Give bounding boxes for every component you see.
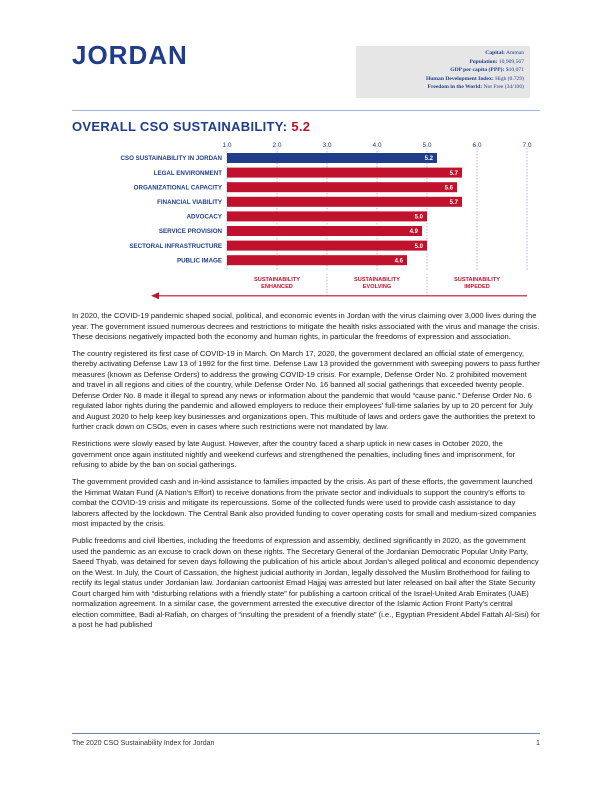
tick-label: 3.0	[322, 142, 332, 149]
category-label: ADVOCACY	[186, 213, 222, 221]
fact-hdi: Human Development Index: High (0.729)	[425, 75, 524, 82]
section-title: OVERALL CSO SUSTAINABILITY: 5.2	[72, 119, 311, 134]
country-title: JORDAN	[72, 40, 188, 70]
tick-label: 1.0	[222, 142, 232, 149]
direction-arrow-head	[151, 292, 159, 299]
zone-label: EVOLVING	[362, 283, 392, 290]
category-label: PUBLIC IMAGE	[176, 257, 222, 265]
paragraph: The government provided cash and in-kind assistance to families impacted by the crisis. As part of these efforts, the government launched the Himmat Watan Fund (A Nation's Effort) to receive donations from the private sector and individuals to support the country's efforts to combat the COVID-19 crisis and mitigate its repercussions. Some of the collected funds were used to provide cash assistance to day laborers affected by the lockdown. The Central Bank also provided funding to cover operating costs for small and medium-sized companies most impacted by the crisis.	[72, 477, 537, 529]
bar	[227, 168, 462, 178]
tick-label: 5.0	[422, 142, 432, 149]
country-facts-box	[356, 46, 530, 98]
value-label: 5.0	[414, 243, 423, 250]
bar	[227, 226, 422, 236]
category-label: CSO SUSTAINABILITY IN JORDAN	[120, 155, 222, 163]
paragraph: Restrictions were slowly eased by late August. However, after the country faced a sharp uptick in new cases in October 2020, the government once again instituted nightly and weekend curfews and strengthened the penalties, including fines and imprisonment, for refusing to abide by the ban on social gatherings.	[72, 439, 516, 470]
bar	[227, 241, 427, 251]
tick-label: 2.0	[272, 142, 282, 149]
category-label: SERVICE PROVISION	[158, 228, 222, 236]
title-divider	[72, 110, 540, 111]
fact-freedom: Freedom in the World: Not Free (34/100)	[427, 84, 524, 90]
zone-label: SUSTAINABILITY	[454, 276, 500, 283]
tick-label: 6.0	[472, 142, 482, 149]
paragraph: The country registered its first case of COVID-19 in March. On March 17, 2020, the government declared an official state of emergency, thereby activating Defense Law 13 of 1992 for the first time. Defense Law 13 provided the government with sweeping powers to pass further measures (known as Defense Orders) to address the growing COVID-19 crisis. For example, Defense Order No. 2 prohibited movement and travel in all regions and cities of the country, while Defense Order No. 16 banned all social gatherings that exceeded twenty people. Defense Order No. 8 made it illegal to spread any news or information about the pandemic that would “cause panic.” Defense Order No. 6 regulated labor rights during the pandemic and allowed employers to reduce their employees’ full-time salaries by up to 20 percent for July and August 2020 to help keep key businesses and organizations open. This multitude of laws and orders gave the authorities the pretext to further crack down on CSOs, even in cases where such restrictions were not mandated by law.	[72, 348, 540, 432]
fact-capital: Capital: Amman	[485, 50, 524, 56]
zone-label: IMPEDED	[464, 283, 490, 290]
value-label: 5.7	[449, 170, 458, 177]
category-label: FINANCIAL VIABILITY	[157, 199, 222, 206]
category-label: ORGANIZATIONAL CAPACITY	[133, 184, 222, 192]
footer-divider	[72, 733, 540, 734]
value-label: 4.9	[409, 229, 418, 236]
footer-title: The 2020 CSO Sustainability Index for Jordan	[72, 740, 215, 747]
overall-score: 5.2	[291, 119, 311, 134]
value-label: 5.6	[444, 185, 453, 192]
fact-gdp: GDP per capita (PPP): $10,071	[450, 67, 524, 73]
value-label: 4.6	[394, 258, 403, 265]
category-label: SECTORAL INFRASTRUCTURE	[129, 242, 222, 250]
value-label: 5.2	[424, 156, 433, 163]
value-label: 5.0	[414, 214, 423, 221]
category-label: LEGAL ENVIRONMENT	[153, 169, 222, 177]
body-text	[72, 311, 540, 637]
bar	[227, 211, 427, 221]
bar	[227, 197, 462, 207]
value-label: 5.7	[449, 200, 458, 206]
bar	[227, 255, 407, 265]
paragraph: Public freedoms and civil liberties, including the freedoms of expression and assembly, declined significantly in 2020, as the government used the pandemic as an excuse to crack down on these rights. The Secretary General of the Jordanian Democratic Popular Unity Party, Saeed Thyab, was detained for seven days following the publication of his article about Jordan’s alleged political and economic dependency on the West. In July, the Court of Cassation, the highest judicial authority in Jordan, legally dissolved the Muslim Brotherhood for failing to rectify its legal status under Jordanian law. Jordanian cartoonist Emad Hajjaj was arrested but later released on bail after the State Security Court charged him with “disturbing relations with a friendly state” for publishing a cartoon critical of the Israel-United Arab Emirates (UAE) normalization agreement. In a similar case, the government arrested the executive director of the Islamic Action Front Party's central election committee, Badi al-Rafiah, on charges of “insulting the president of a friendly state” (i.e., Egyptian President Abdel Fattah Al-Sisi) for a post he had published	[72, 536, 540, 630]
page-number: 1	[536, 740, 540, 747]
tick-label: 7.0	[522, 142, 532, 149]
zone-label: SUSTAINABILITY	[254, 276, 300, 283]
zone-label: ENHANCED	[261, 283, 293, 290]
tick-label: 4.0	[372, 142, 382, 149]
paragraph: In 2020, the COVID-19 pandemic shaped social, political, and economic events in Jordan with the virus claiming over 3,000 lives during the year. The government issued numerous decrees and restrictions to mitigate the health risks associated with the virus and manage the crisis. These decisions negatively impacted both the economy and human rights, in particular the freedoms of expression and association.	[72, 311, 540, 341]
bar	[227, 153, 437, 163]
sustainability-bar-chart	[72, 138, 540, 306]
fact-population: Population: 10,909,567	[469, 58, 524, 65]
zone-label: SUSTAINABILITY	[354, 276, 400, 283]
bar	[227, 182, 457, 192]
